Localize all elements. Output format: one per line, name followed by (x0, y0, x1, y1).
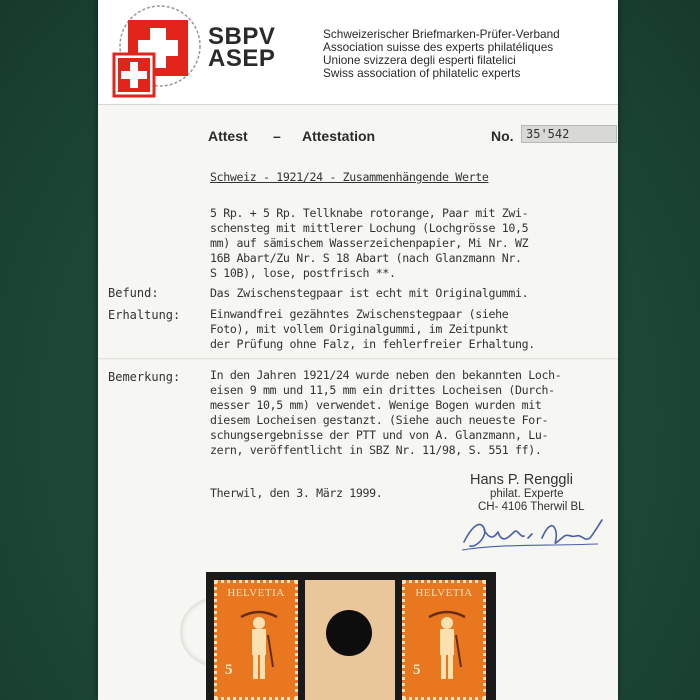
association-name-it: Unione svizzera degli esperti filatelici (323, 53, 516, 67)
association-names (323, 28, 560, 80)
attest-label: Attest (208, 128, 248, 144)
description-line: schensteg mit mittlerer Lochung (Lochgrösse 10,5 (210, 221, 529, 235)
signer-title: philat. Experte (490, 488, 564, 500)
attestation-label: Attestation (302, 128, 376, 144)
paper-fold (98, 358, 618, 360)
stamp-gutter (305, 580, 395, 700)
bemerkung-line: diesem Locheisen gestanzt. (Siehe auch neueste For- (210, 413, 549, 427)
attest-dash: – (273, 128, 281, 144)
erhaltung-line: Foto), mit vollem Originalgummi, im Zeitpunkt (210, 322, 509, 336)
description-line: 5 Rp. + 5 Rp. Tellknabe rotorange, Paar mit Zwi- (210, 206, 529, 220)
bemerkung-line: In den Jahren 1921/24 wurde neben den bekannten Loch- (210, 368, 562, 382)
erhaltung-line: der Prüfung ohne Falz, in fehlerfreier Erhaltung. (210, 337, 535, 351)
erhaltung-label: Erhaltung: (108, 308, 181, 322)
stamp-value: 5 (413, 662, 421, 678)
bemerkung-label: Bemerkung: (108, 370, 181, 384)
bemerkung-line: schungsergebnisse der PTT und von A. Glanzmann, Lu- (210, 428, 549, 442)
association-name-fr: Association suisse des experts philatéliques (323, 40, 554, 54)
stamp-right (402, 580, 486, 700)
befund-label: Befund: (108, 286, 159, 300)
certificate-header (98, 0, 618, 105)
handwritten-signature (458, 508, 608, 558)
certificate-subject: Schweiz - 1921/24 - Zusammenhängende Werte (210, 170, 489, 184)
certificate-document (98, 0, 618, 700)
stamp-country-label: HELVETIA (415, 587, 473, 599)
tell-boy-figure-icon (427, 605, 467, 685)
brand-line-sbpv: SBPV (208, 23, 276, 50)
association-name-de: Schweizerischer Briefmarken-Prüfer-Verband (323, 27, 560, 41)
erhaltung-block (210, 307, 535, 352)
befund-text: Das Zwischenstegpaar ist echt mit Originalgummi. (210, 286, 529, 300)
association-name-en: Swiss association of philatelic experts (323, 66, 521, 80)
place-date: Therwil, den 3. März 1999. (210, 486, 383, 500)
bemerkung-block (210, 368, 561, 458)
swiss-cross-logo (110, 4, 212, 100)
stamp-left (214, 580, 298, 700)
number-label: No. (491, 128, 514, 144)
signer-name: Hans P. Renggli (470, 472, 573, 488)
brand-line-asep: ASEP (208, 45, 276, 72)
signer-address: CH- 4106 Therwil BL (478, 501, 585, 513)
erhaltung-line: Einwandfrei gezähntes Zwischenstegpaar (siehe (210, 307, 509, 321)
brand-name (208, 23, 276, 72)
punch-hole (326, 610, 372, 656)
stamp-country-label: HELVETIA (227, 587, 285, 599)
bemerkung-line: messer 10,5 mm) verwendet. Wenige Bogen wurden mit (210, 398, 542, 412)
stamp-value: 5 (225, 662, 233, 678)
tell-boy-figure-icon (239, 605, 279, 685)
bemerkung-line: zern, veröffentlicht in SBZ Nr. 11/98, S. 551 ff). (210, 443, 542, 457)
stamp-pair-photo (206, 572, 496, 700)
description-line: S 10B), lose, postfrisch **. (210, 266, 396, 280)
description-line: 16B Abart/Zu Nr. S 18 Abart (nach Glanzmann Nr. (210, 251, 522, 265)
description-line: mm) auf sämischem Wasserzeichenpapier, Mi Nr. WZ (210, 236, 529, 250)
bemerkung-line: eisen 9 mm und 11,5 mm ein drittes Locheisen (Durch- (210, 383, 555, 397)
certificate-number: 35'542 (521, 125, 617, 143)
description-block (210, 206, 528, 281)
